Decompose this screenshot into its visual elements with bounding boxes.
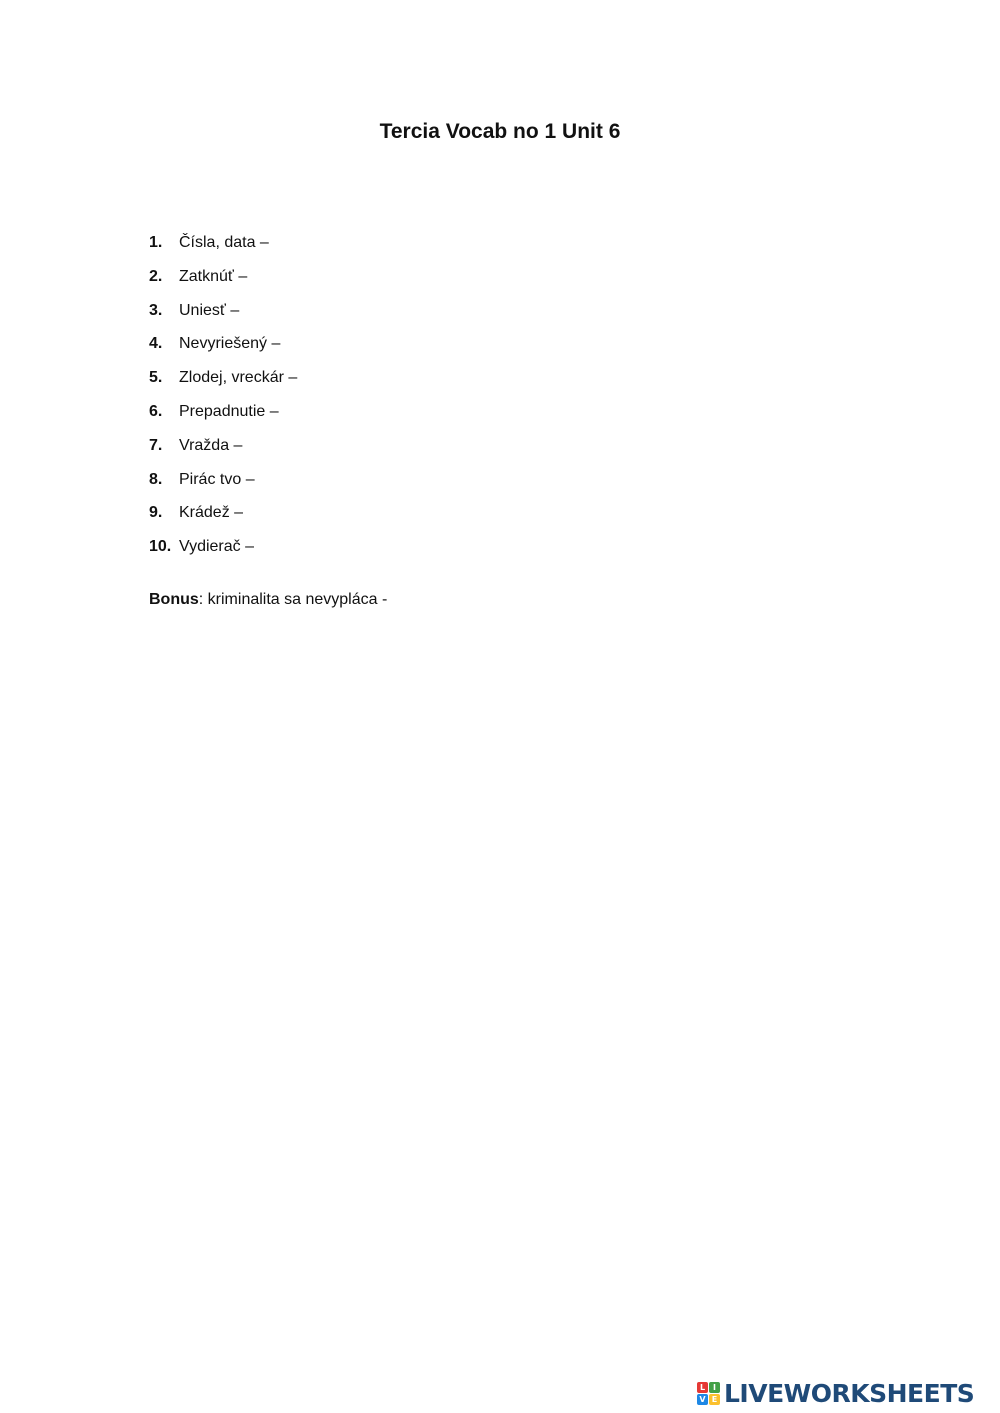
- list-item: [149, 298, 297, 332]
- item-text: Krádež –: [179, 504, 244, 522]
- list-item: [149, 331, 297, 365]
- item-number: 1.: [149, 234, 163, 251]
- vocab-list: [149, 230, 297, 568]
- item-number: 7.: [149, 436, 163, 454]
- item-number: 6.: [149, 402, 163, 420]
- list-item: [149, 399, 297, 433]
- bonus-label: Bonus: [149, 591, 199, 608]
- item-text: Zlodej, vreckár –: [179, 369, 298, 387]
- bonus-line: [149, 587, 387, 613]
- item-text: Uniesť –: [179, 301, 240, 319]
- item-text: Zatknúť –: [179, 267, 248, 285]
- item-text: Pirác tvo –: [179, 470, 255, 488]
- bonus-text: : kriminalita sa nevypláca -: [198, 591, 388, 608]
- item-text: Prepadnutie –: [179, 402, 279, 420]
- logo-letter-l: L: [697, 1382, 708, 1393]
- list-item: [149, 264, 297, 298]
- logo-letter-i: I: [709, 1382, 720, 1393]
- logo-letter-v: V: [697, 1394, 708, 1405]
- list-item: [149, 433, 297, 467]
- worksheet-title: Tercia Vocab no 1 Unit 6: [379, 120, 621, 143]
- list-item: [149, 500, 297, 534]
- item-number: 5.: [149, 369, 163, 387]
- list-item: [149, 467, 297, 501]
- liveworksheets-logo: [697, 1378, 974, 1408]
- logo-letter-e: E: [709, 1394, 720, 1405]
- logo-icon: [697, 1382, 720, 1405]
- item-number: 2.: [149, 267, 163, 285]
- item-text: Čísla, data –: [179, 234, 269, 251]
- item-text: Vražda –: [179, 436, 243, 454]
- list-item: [149, 534, 297, 568]
- item-number: 9.: [149, 504, 163, 522]
- list-item: [149, 230, 297, 264]
- item-text: Nevyriešený –: [179, 335, 281, 353]
- list-item: [149, 365, 297, 399]
- item-number: 4.: [149, 335, 163, 353]
- brand-name: LIVEWORKSHEETS: [724, 1378, 975, 1408]
- item-number: 3.: [149, 301, 163, 319]
- item-number: 10.: [149, 538, 172, 556]
- item-text: Vydierač –: [179, 538, 254, 556]
- item-number: 8.: [149, 470, 163, 488]
